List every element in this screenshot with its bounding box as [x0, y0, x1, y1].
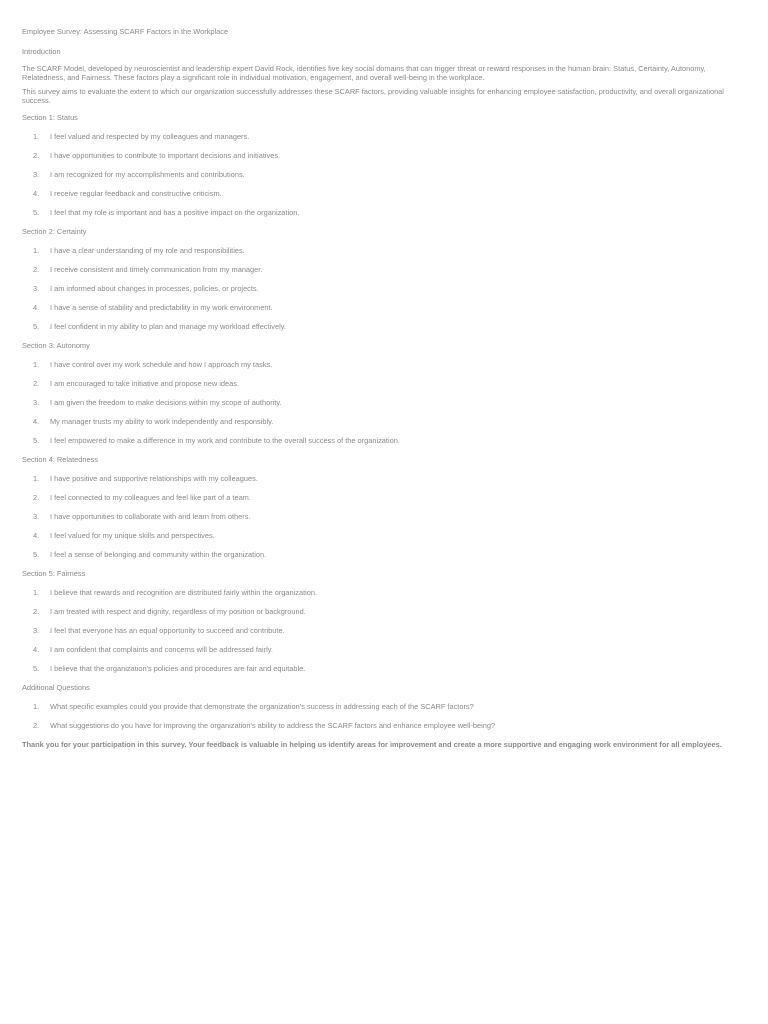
- question-number: 2.: [33, 264, 40, 274]
- question-number: 4.: [33, 417, 40, 427]
- section-title: Section 2: Certainty: [22, 227, 87, 237]
- question-item: [33, 133, 746, 142]
- question-text: What specific examples could you provide that demonstrate the organization's success in addressing each of the SCARF factors?: [50, 701, 474, 711]
- question-text: I have a clear understanding of my role and responsibilities.: [50, 245, 245, 255]
- question-number: 2.: [33, 150, 40, 160]
- question-text: I feel connected to my colleagues and feel like part of a team.: [50, 492, 251, 502]
- survey-section: [22, 570, 746, 673]
- question-text: I feel confident in my ability to plan and manage my workload effectively.: [50, 322, 286, 332]
- document-title: Employee Survey: Assessing SCARF Factors in the Workplace: [22, 27, 229, 36]
- question-text: My manager trusts my ability to work independently and responsibly.: [50, 417, 274, 427]
- question-list: [22, 475, 746, 560]
- question-text: I receive consistent and timely communication from my manager.: [50, 264, 263, 274]
- question-text: What suggestions do you have for improving the organization's ability to address the SCARF factors and enhance employee well-being?: [50, 721, 496, 731]
- question-text: I have opportunities to collaborate with and learn from others.: [50, 512, 251, 522]
- question-item: [33, 323, 746, 332]
- survey-section: [22, 342, 746, 445]
- question-item: [33, 608, 746, 617]
- question-item: [33, 665, 746, 674]
- question-item: [33, 190, 746, 199]
- question-number: 3.: [33, 283, 40, 293]
- question-number: 1.: [33, 359, 40, 369]
- question-item: [33, 494, 746, 503]
- question-number: 1.: [33, 245, 40, 255]
- question-item: [33, 247, 746, 256]
- question-list: [22, 703, 746, 731]
- question-item: [33, 532, 746, 541]
- question-item: [33, 361, 746, 370]
- survey-section: [22, 114, 746, 217]
- question-text: I have opportunities to contribute to important decisions and initiatives.: [50, 150, 281, 160]
- question-number: 1.: [33, 131, 40, 141]
- survey-sections: [22, 114, 746, 730]
- question-number: 4.: [33, 188, 40, 198]
- question-text: I feel valued and respected by my colleagues and managers.: [50, 131, 250, 141]
- question-item: [33, 437, 746, 446]
- introduction-heading: Introduction: [22, 46, 61, 56]
- question-item: [33, 627, 746, 636]
- question-item: [33, 285, 746, 294]
- question-text: I am recognized for my accomplishments and contributions.: [50, 169, 245, 179]
- question-number: 5.: [33, 436, 40, 446]
- question-number: 5.: [33, 550, 40, 560]
- question-number: 2.: [33, 378, 40, 388]
- question-item: [33, 589, 746, 598]
- question-item: [33, 475, 746, 484]
- question-item: [33, 722, 746, 731]
- question-number: 5.: [33, 664, 40, 674]
- question-item: [33, 646, 746, 655]
- question-number: 3.: [33, 512, 40, 522]
- question-item: [33, 551, 746, 560]
- intro-paragraph-2: This survey aims to evaluate the extent to which our organization successfully addresses these SCARF factors, providing valuable insights for enhancing employee satisfaction, productivity, and overall organizational success.: [22, 87, 724, 105]
- intro-paragraph-1: The SCARF Model, developed by neuroscientist and leadership expert David Rock, identifies five key social domains that can trigger threat or reward responses in the human brain: Status, Certainty, Autonomy, Relatedness, and Fairness. These factors play a significant role in individual motivation, engagement, and overall well-being in the workplace.: [22, 64, 706, 82]
- question-text: I feel that my role is important and has a positive impact on the organization.: [50, 208, 300, 218]
- closing-message: Thank you for your participation in this survey. Your feedback is valuable in helping us identify areas for improvement and create a more supportive and engaging work environment for all employees.: [22, 740, 722, 750]
- question-number: 2.: [33, 721, 40, 731]
- question-number: 1.: [33, 473, 40, 483]
- survey-section: [22, 684, 746, 730]
- section-title: Additional Questions: [22, 683, 90, 693]
- question-number: 1.: [33, 701, 40, 711]
- section-title: Section 4: Relatedness: [22, 455, 99, 465]
- question-text: I feel that everyone has an equal opportunity to succeed and contribute.: [50, 626, 285, 636]
- question-number: 3.: [33, 626, 40, 636]
- question-number: 3.: [33, 397, 40, 407]
- question-item: [33, 513, 746, 522]
- question-item: [33, 209, 746, 218]
- survey-section: [22, 228, 746, 331]
- question-text: I feel a sense of belonging and community within the organization.: [50, 550, 267, 560]
- question-item: [33, 266, 746, 275]
- question-text: I am informed about changes in processes, policies, or projects.: [50, 283, 259, 293]
- question-item: [33, 171, 746, 180]
- question-text: I feel valued for my unique skills and perspectives.: [50, 531, 215, 541]
- question-item: [33, 703, 746, 712]
- question-number: 4.: [33, 531, 40, 541]
- question-number: 2.: [33, 492, 40, 502]
- question-number: 5.: [33, 208, 40, 218]
- question-list: [22, 133, 746, 218]
- question-text: I am given the freedom to make decisions within my scope of authority.: [50, 397, 282, 407]
- section-title: Section 3: Autonomy: [22, 341, 90, 351]
- question-list: [22, 247, 746, 332]
- survey-section: [22, 456, 746, 559]
- question-number: 4.: [33, 303, 40, 312]
- question-item: [33, 152, 746, 161]
- question-text: I believe that rewards and recognition are distributed fairly within the organization.: [50, 587, 318, 597]
- question-number: 5.: [33, 322, 40, 332]
- question-text: I am treated with respect and dignity, regardless of my position or background.: [50, 606, 306, 616]
- question-item: [33, 380, 746, 389]
- question-number: 4.: [33, 645, 40, 655]
- question-text: I am confident that complaints and concerns will be addressed fairly.: [50, 645, 273, 655]
- question-item: [33, 399, 746, 408]
- question-text: I believe that the organization's policies and procedures are fair and equitable.: [50, 664, 306, 674]
- question-number: 2.: [33, 606, 40, 616]
- section-title: Section 1: Status: [22, 113, 78, 123]
- question-text: I have positive and supportive relationships with my colleagues.: [50, 473, 258, 483]
- question-number: 1.: [33, 587, 40, 597]
- question-text: I am encouraged to take initiative and propose new ideas.: [50, 378, 239, 388]
- question-text: I have control over my work schedule and how I approach my tasks.: [50, 359, 273, 369]
- question-number: 3.: [33, 169, 40, 179]
- question-text: I feel empowered to make a difference in my work and contribute to the overall success of the organization.: [50, 436, 400, 446]
- section-title: Section 5: Fairness: [22, 569, 86, 579]
- question-list: [22, 589, 746, 674]
- question-list: [22, 361, 746, 446]
- question-item: [33, 304, 746, 313]
- question-item: [33, 418, 746, 427]
- question-text: I receive regular feedback and constructive criticism.: [50, 188, 222, 198]
- question-text: I have a sense of stability and predictability in my work environment.: [50, 303, 273, 312]
